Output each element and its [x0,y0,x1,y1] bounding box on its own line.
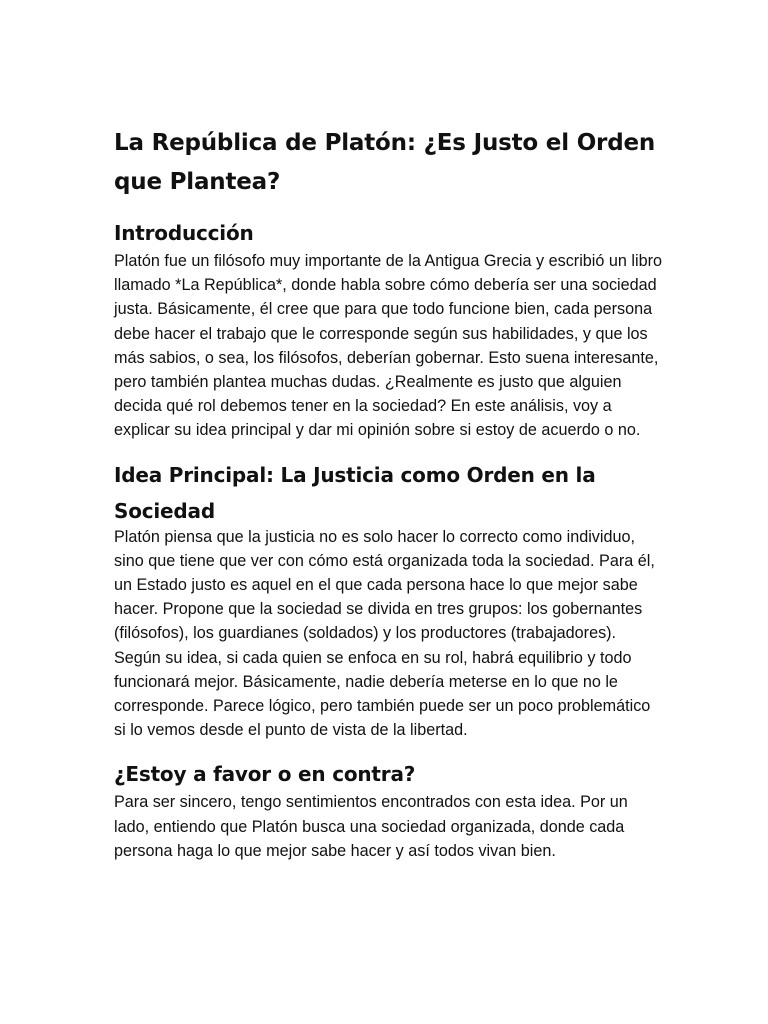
section-paragraph: Para ser sincero, tengo sentimientos encontrados con esta idea. Por un lado, entiendo que Platón busca una sociedad organizada, donde cada persona haga lo que mejor sabe hacer y así todos vivan bien. [114,793,628,860]
section-heading: Introducción [114,221,254,245]
section-heading: Idea Principal: La Justicia como Orden en la Sociedad [114,462,596,523]
section-paragraph: Platón piensa que la justicia no es solo hacer lo correcto como individuo, sino que tiene que ver con cómo está organizada toda la sociedad. Para él, un Estado justo es aquel en el que cada persona hace lo que mejor sabe hacer. Propone que la sociedad se divida en tres grupos: los gobernantes (filósofos), los guardianes (soldados) y los productores (trabajadores). Según su idea, si cada quien se enfoca en su rol, habrá equilibrio y todo funcionará mejor. Básicamente, nadie debería meterse en lo que no le corresponde. Parece lógico, pero también puede ser un poco problemático si lo vemos desde el punto de vista de la libertad. [114,527,655,740]
section-introduccion [114,215,662,443]
section-heading: ¿Estoy a favor o en contra? [114,762,416,787]
section-idea-principal [114,457,662,743]
document-title: La República de Platón: ¿Es Justo el Orden que Plantea? [114,130,656,195]
section-paragraph: Platón fue un filósofo muy importante de la Antigua Grecia y escribió un libro llamado *La República*, donde habla sobre cómo debería ser una sociedad justa. Básicamente, él cree que para que todo funcione bien, cada persona debe hacer el trabajo que le corresponde según sus habilidades, y que los más sabios, o sea, los filósofos, deberían gobernar. Esto suena interesante, pero también plantea muchas dudas. ¿Realmente es justo que alguien decida qué rol debemos tener en la sociedad? En este análisis, voy a explicar su idea principal y dar mi opinión sobre si estoy de acuerdo o no. [114,252,662,440]
document-page [114,124,662,877]
section-a-favor-o-en-contra [114,756,662,863]
